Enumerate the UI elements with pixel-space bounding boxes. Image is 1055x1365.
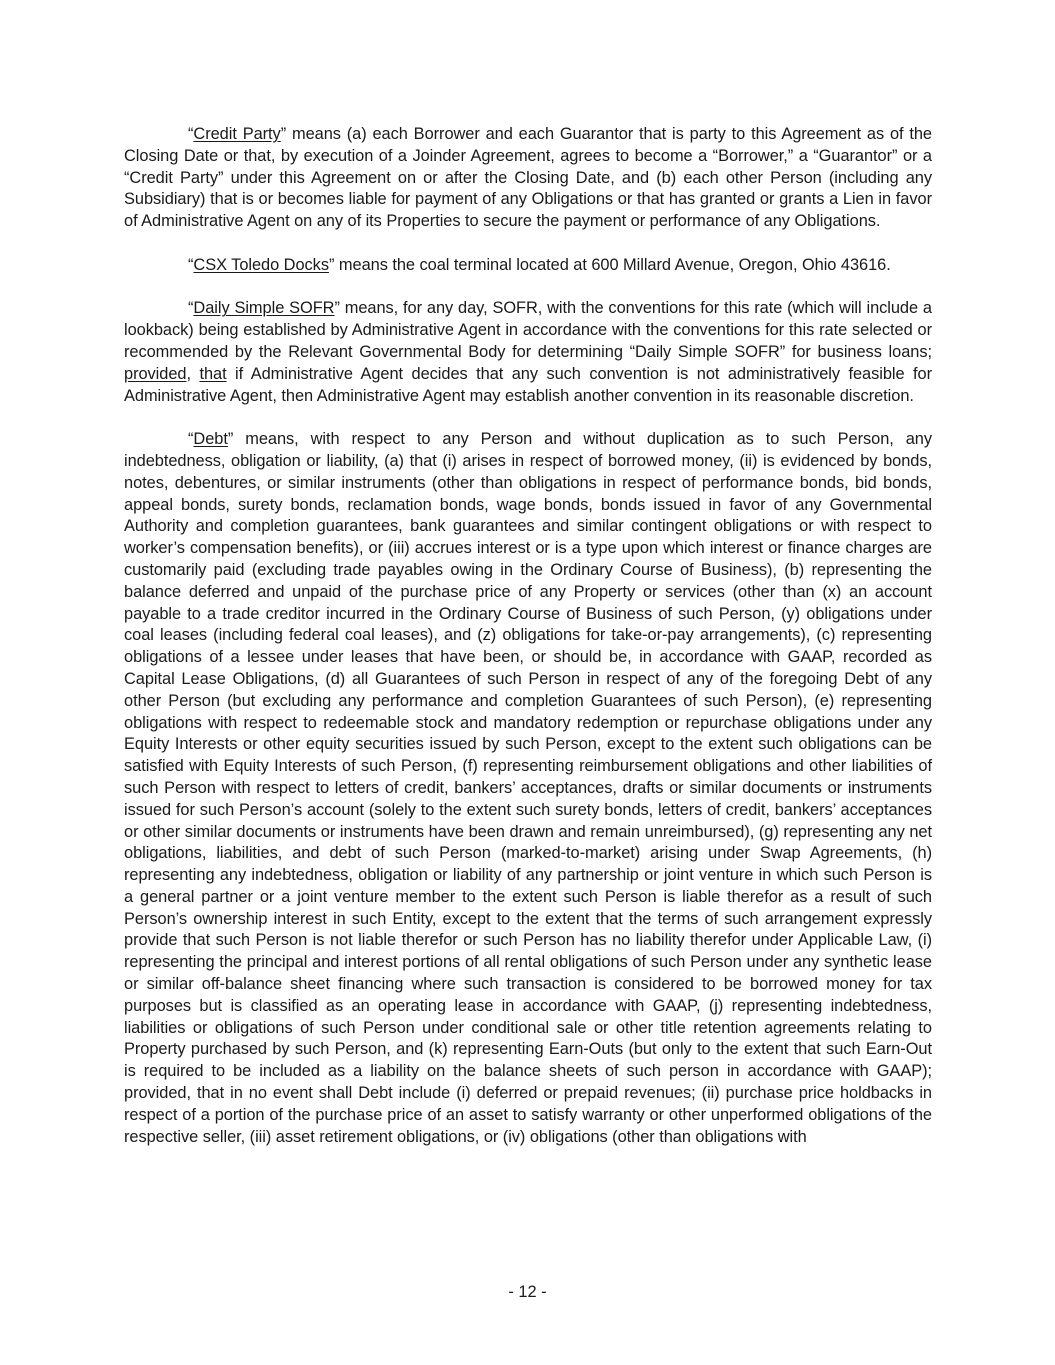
definition-text: means the coal terminal located at 600 Millard Avenue, Oregon, Ohio 43616. xyxy=(334,255,891,274)
definition-text-continued: if Administrative Agent decides that any such convention is not administratively feasible for Administrative Agent, then Administrative Agent may establish another convention in its reasonable discretion. xyxy=(124,364,932,405)
separator: , xyxy=(186,364,200,383)
definition-csx-toledo-docks: “CSX Toledo Docks” means the coal terminal located at 600 Millard Avenue, Oregon, Ohio 43616. xyxy=(188,255,891,274)
definition-text: means, with respect to any Person and without duplication as to such Person, any indebtedness, obligation or liability, (a) that (i) arises in respect of borrowed money, (ii) is evidenced by bonds, notes, debentures, or similar instruments (other than obligations in respect of performance bonds, bid bonds, appeal bonds, surety bonds, reclamation bonds, wage bonds, bonds issued in favor of any Governmental Authority and completion guarantees, bank guarantees and similar contingent obligations or with respect to worker’s compensation benefits), or (iii) accrues interest or is a type upon which interest or finance charges are customarily paid (excluding trade payables owing in the Ordinary Course of Business), (b) representing the balance deferred and unpaid of the purchase price of any Property or services (other than (x) an account payable to a trade creditor incurred in the Ordinary Course of Business of such Person, (y) obligations under coal leases (including federal coal leases), and (z) obligations for take-or-pay arrangements), (c) representing obligations of a lessee under leases that have been, or should be, in accordance with GAAP, recorded as Capital Lease Obligations, (d) all Guarantees of such Person in respect of any of the foregoing Debt of any other Person (but excluding any performance and completion Guarantees of such Person), (e) representing obligations with respect to redeemable stock and mandatory redemption or repurchase obligations under any Equity Interests or other equity securities issued by such Person, except to the extent such obligations can be satisfied with Equity Interests of such Person, (f) representing reimbursement obligations and other liabilities of such Person with respect to letters of credit, bankers’ acceptances, drafts or similar documents or instruments issued for such Person’s account (solely to the extent such surety bonds, letters of credit, bankers’ acceptances or other similar documents or instruments have been drawn and remain unreimbursed), (g) representing any net obligations, liabilities, and debt of such Person (marked-to-market) arising under Swap Agreements, (h) representing any indebtedness, obligation or liability of any partnership or joint venture in which such Person is a general partner or a joint venture member to the extent such Person is liable therefor as a result of such Person’s ownership interest in such Entity, except to the extent that the terms of such arrangement expressly provide that such Person is not liable therefor or such Person has no liability therefor under Applicable Law, (i) representing the principal and interest portions of all rental obligations of such Person under any synthetic lease or similar off-balance sheet financing where such transaction is considered to be borrowed money for tax purposes but is classified as an operating lease in accordance with GAAP, (j) representing indebtedness, liabilities or obligations of such Person under conditional sale or other title retention agreements relating to Property purchased by such Person, and (k) representing Earn-Outs (but only to the extent that such Earn-Out is required to be included as a liability on the balance sheets of such person in accordance with GAAP); provided, that in no event shall Debt include (i) deferred or prepaid revenues; (ii) purchase price holdbacks in respect of a portion of the purchase price of an asset to satisfy warranty or other unperformed obligations of the respective seller, (iii) asset retirement obligations, or (iv) obligations (other than obligations with xyxy=(124,430,932,1146)
definition-daily-simple-sofr: “Daily Simple SOFR” means, for any day, SOFR, with the conventions for this rate (which will include a lookback) being established by Administrative Agent in accordance with the conventions for this rate selected or recommended by the Relevant Governmental Body for determining “Daily Simple SOFR” for business loans; provided, that if Administrative Agent decides that any such convention is not administratively feasible for Administrative Agent, then Administrative Agent may establish another convention in its reasonable discretion. xyxy=(124,299,932,405)
page-number: - 12 - xyxy=(508,1283,547,1301)
document-page xyxy=(124,124,932,1170)
definition-text: means (a) each Borrower and each Guarantor that is party to this Agreement as of the Closing Date or that, by execution of a Joinder Agreement, agrees to become a “Borrower,” a “Guarantor” or a “Credit Party” under this Agreement on or after the Closing Date, and (b) each other Person (including any Subsidiary) that is or becomes liable for payment of any Obligations or that has granted or grants a Lien in favor of Administrative Agent on any of its Properties to secure the payment or performance of any Obligations. xyxy=(124,125,932,231)
that-keyword: that xyxy=(199,364,227,383)
defined-term: Credit Party xyxy=(193,125,281,143)
definition-text: means, for any day, SOFR, with the conventions for this rate (which will include a lookback) being established by Administrative Agent in accordance with the conventions for this rate selected or recommended by the Relevant Governmental Body for determining “Daily Simple SOFR” for business loans; xyxy=(124,299,932,361)
definition-debt: “Debt” means, with respect to any Person and without duplication as to such Person, any indebtedness, obligation or liability, (a) that (i) arises in respect of borrowed money, (ii) is evidenced by bonds, notes, debentures, or similar instruments (other than obligations in respect of performance bonds, bid bonds, appeal bonds, surety bonds, reclamation bonds, wage bonds, bonds issued in favor of any Governmental Authority and completion guarantees, bank guarantees and similar contingent obligations or with respect to worker’s compensation benefits), or (iii) accrues interest or is a type upon which interest or finance charges are customarily paid (excluding trade payables owing in the Ordinary Course of Business), (b) representing the balance deferred and unpaid of the purchase price of any Property or services (other than (x) an account payable to a trade creditor incurred in the Ordinary Course of Business of such Person, (y) obligations under coal leases (including federal coal leases), and (z) obligations for take-or-pay arrangements), (c) representing obligations of a lessee under leases that have been, or should be, in accordance with GAAP, recorded as Capital Lease Obligations, (d) all Guarantees of such Person in respect of any of the foregoing Debt of any other Person (but excluding any performance and completion Guarantees of such Person), (e) representing obligations with respect to redeemable stock and mandatory redemption or repurchase obligations under any Equity Interests or other equity securities issued by such Person, except to the extent such obligations can be satisfied with Equity Interests of such Person, (f) representing reimbursement obligations and other liabilities of such Person with respect to letters of credit, bankers’ acceptances, drafts or similar documents or instruments issued for such Person’s account (solely to the extent such surety bonds, letters of credit, bankers’ acceptances or other similar documents or instruments have been drawn and remain unreimbursed), (g) representing any net obligations, liabilities, and debt of such Person (marked-to-market) arising under Swap Agreements, (h) representing any indebtedness, obligation or liability of any partnership or joint venture in which such Person is a general partner or a joint venture member to the extent such Person is liable therefor as a result of such Person’s ownership interest in such Entity, except to the extent that the terms of such arrangement expressly provide that such Person is not liable therefor or such Person has no liability therefor under Applicable Law, (i) representing the principal and interest portions of all rental obligations of such Person under any synthetic lease or similar off-balance sheet financing where such transaction is considered to be borrowed money for tax purposes but is classified as an operating lease in accordance with GAAP, (j) representing indebtedness, liabilities or obligations of such Person under conditional sale or other title retention agreements relating to Property purchased by such Person, and (k) representing Earn-Outs (but only to the extent that such Earn-Out is required to be included as a liability on the balance sheets of such person in accordance with GAAP); provided, that in no event shall Debt include (i) deferred or prepaid revenues; (ii) purchase price holdbacks in respect of a portion of the purchase price of an asset to satisfy warranty or other unperformed obligations of the respective seller, (iii) asset retirement obligations, or (iv) obligations (other than obligations with xyxy=(124,430,932,1146)
defined-term: Daily Simple SOFR xyxy=(193,299,335,318)
defined-term: CSX Toledo Docks xyxy=(193,255,329,274)
defined-term: Debt xyxy=(193,430,228,449)
definition-credit-party: “Credit Party” means (a) each Borrower and each Guarantor that is party to this Agreement as of the Closing Date or that, by execution of a Joinder Agreement, agrees to become a “Borrower,” a “Guarantor” or a “Credit Party” under this Agreement on or after the Closing Date, and (b) each other Person (including any Subsidiary) that is or becomes liable for payment of any Obligations or that has granted or grants a Lien in favor of Administrative Agent on any of its Properties to secure the payment or performance of any Obligations. xyxy=(124,125,932,231)
provided-keyword: provided xyxy=(124,364,187,383)
